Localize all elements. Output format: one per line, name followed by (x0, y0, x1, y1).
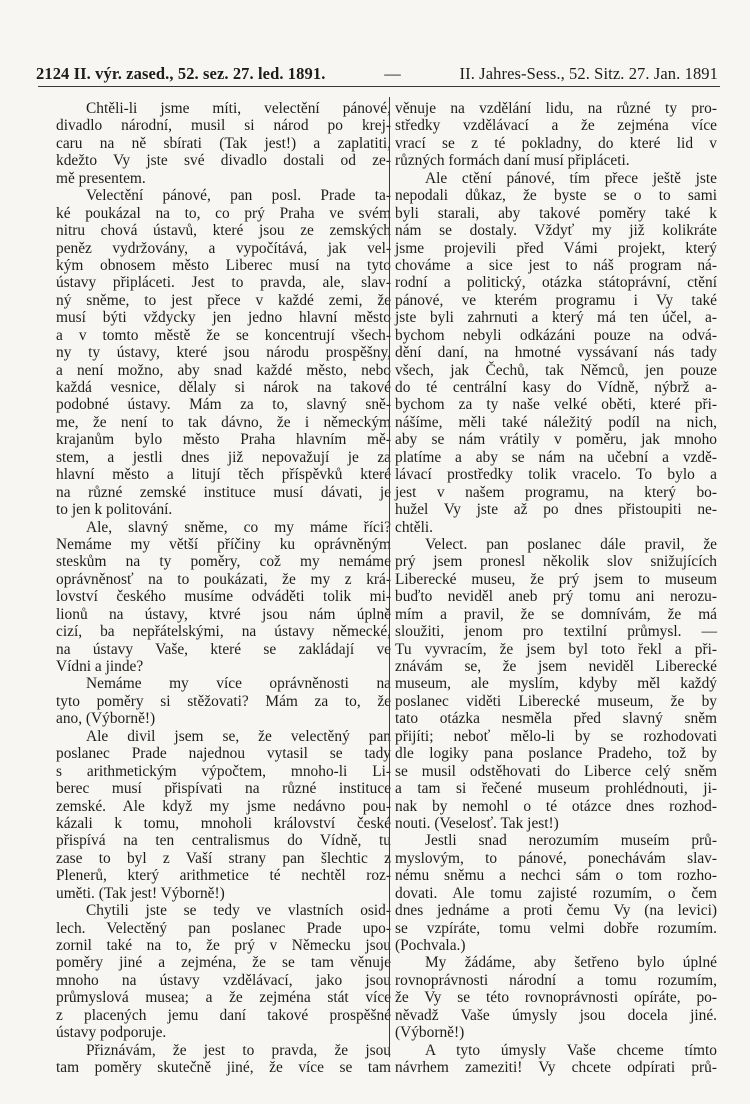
text-line: tyto poměry si stěžovati? Mám za to, že (56, 692, 391, 710)
text-line: věnuje na vzdělání lidu, na různé ty pro- (395, 100, 717, 117)
text-line: krajanům bylo město Praha hlavním mě- (56, 431, 391, 449)
header-rule (38, 86, 720, 87)
text-line: bychom za ty naše velké oběti, které při- (395, 396, 717, 414)
text-line: nám se dostaly. Vždyť my již kolikráte (395, 222, 717, 240)
text-line: dle logiky pana poslance Pradeho, tož by (395, 745, 717, 763)
text-line: lech. Velectěný pan poslanec Prade upo- (56, 919, 391, 937)
text-line: průmyslová musea; a že zejména stát více (56, 989, 391, 1007)
text-line: Chytili jste se tedy ve vlastních osid- (86, 902, 391, 920)
text-line: kým obnosem město Liberec musí na tyto (56, 256, 391, 274)
text-line: Tu vyvracím, že jsem byl toto řekl a při- (395, 640, 717, 658)
text-line: rodní a politický, otázka státoprávní, ctění (395, 274, 717, 292)
text-line: do té centrální kasy do Vídně, nýbrž a- (395, 379, 717, 396)
text-line: z placených jemu daní takové prospěšné (56, 1006, 391, 1024)
text-line: Ale, slavný sněme, co my máme říci? (86, 518, 391, 536)
text-line: ano, (Výborně!) (56, 710, 156, 728)
left-column (56, 100, 391, 1077)
header-czech: 2124 II. výr. zased., 52. sez. 27. led. 1891. (36, 64, 326, 83)
text-line: středky vzdělávací a že zejména více (395, 117, 717, 135)
text-line: a tam si řečené museum prohlédnouti, ji- (395, 780, 717, 798)
text-line: Přiznávám, že jest to pravda, že jsou (86, 1041, 391, 1059)
header-separator: — (384, 64, 401, 83)
text-line: se musil odstěhovati do Liberce celý sněm (395, 762, 717, 780)
text-line: divadlo národní, musil si národ po krej- (56, 117, 391, 135)
text-line: tato otázka nesměla před slavný sněm (395, 710, 717, 728)
text-line: zase to byl z Vaší strany pan šlechtic z (56, 849, 391, 867)
text-line: ný sněme, to jest přece v každé zemi, že (56, 291, 391, 309)
text-line: steskům na ty poměry, což my nemáme (56, 553, 391, 571)
text-line: berec musí přispívati na různé instituce (56, 780, 391, 798)
text-line: na ústavy Vaše, které se zakládají ve (56, 640, 391, 658)
text-line: dovati. Ale tomu zajisté rozumím, o čem (395, 884, 717, 902)
text-line: pánové, ve kterém programu i Vy také (395, 291, 717, 309)
text-line: Vídni a jinde? (56, 658, 144, 675)
running-header (36, 62, 718, 86)
text-line: Nemáme my větší příčiny ku oprávněným (56, 535, 391, 553)
text-line: nášíme, měli také náležitý podíl na nich, (395, 413, 717, 431)
text-line: všech, jak Čechů, tak Němců, jen pouze (395, 361, 717, 379)
text-line: ústavy podporuje. (56, 1024, 167, 1042)
text-line: přijíti; neboť mělo-li by se rozhodovati (395, 727, 717, 745)
text-line: ké poukázal na to, co prý Praha ve svém (56, 204, 391, 222)
text-line: a není možno, aby snad každé město, nebo (56, 361, 391, 379)
text-line: museum, ale myslím, kdyby měl každý (395, 675, 717, 693)
text-line: chtěli. (395, 518, 434, 536)
text-line: mě presentem. (56, 169, 146, 187)
text-line: rovnoprávnosti národní a tomu rozumím, (395, 971, 717, 989)
text-line: přispívá na ten centralismus do Vídně, tu (56, 832, 391, 850)
text-line: Jestli snad nerozumím museím prů- (425, 832, 717, 850)
text-line: poměry jiné a zejména, že se tam věnuje (56, 954, 391, 972)
text-line: ústavy připláceti. Jest to pravda, ale, slav- (56, 274, 391, 292)
text-line: podobné ústavy. Mám za to, slavný sně- (56, 396, 391, 414)
text-line: kdežto Vy jste své divadlo dostali od ze- (56, 152, 391, 170)
text-line: platíme a aby se nám na učební a vzdě- (395, 448, 717, 466)
text-line: Velect. pan poslanec dále pravil, že (425, 535, 717, 553)
text-line: prý jsem pronesl několik slov snižujících (395, 553, 717, 571)
text-line: znávám se, že jsem neviděl Liberecké (395, 658, 717, 675)
text-line: stem, a jestli dnes již nepovažují je za (56, 448, 391, 466)
text-line: chováme a sice jest to náš program ná- (395, 256, 717, 274)
text-line: a v tomto městě že se koncentrují všech- (56, 326, 391, 344)
column-divider (389, 97, 390, 1057)
text-line: sloužiti, jenom pro textilní průmysl. — (395, 623, 717, 641)
text-line: nak by nemohl o té otázce dnes rozhod- (395, 797, 717, 815)
text-line: jste byli zahrnuti a který má ten účel, a- (395, 309, 717, 327)
text-line: nepodali důkaz, že byste se o to sami (395, 187, 717, 205)
text-line: nému sněmu a nechci sám o tom rozho- (395, 867, 717, 885)
text-line: že Vy se této rovnoprávnosti opíráte, po- (395, 989, 717, 1007)
text-line: Nemáme my více oprávněnosti na (86, 675, 391, 693)
text-line: dění daní, na hmotné vyssávaní nás tady (395, 344, 717, 362)
text-line: (Výborně!) (395, 1024, 465, 1042)
text-line: různých formách daní musí připláceti. (395, 152, 630, 170)
text-line: Ale divil jsem se, že velectěný pan (86, 727, 391, 745)
text-line: s arithmetickým výpočtem, mnoho-li Li- (56, 762, 391, 780)
text-line: Chtěli-li jsme míti, velectění pánové, (86, 100, 391, 117)
text-line: tam poměry skutečně jiné, že více se tam (56, 1059, 391, 1077)
text-line: A tyto úmysly Vaše chceme tímto (425, 1041, 717, 1059)
text-line: Liberecké museu, že prý jsem to museum (395, 570, 717, 588)
text-line: myslovým, to pánové, ponechávám slav- (395, 849, 717, 867)
text-line: hlavní město a litují těch příspěvků které (56, 466, 391, 484)
text-line: ny ty ústavy, které jsou národu prospěšny, (56, 344, 391, 362)
text-line: peněz vydržovány, a vypočítává, jak vel- (56, 239, 391, 257)
text-line: hužel Vy jste až po dnes přistoupiti ne- (395, 501, 717, 519)
text-line: My žádáme, aby šetřeno bylo úplné (425, 954, 717, 972)
text-line: mnoho na ústavy vzdělávací, jako jsou (56, 971, 391, 989)
text-line: návrhem zameziti! Vy chcete odpírati prů- (395, 1059, 717, 1077)
text-line: poslanec viděti Liberecké museum, že by (395, 692, 717, 710)
text-line: zornil také na to, že prý v Německu jsou (56, 937, 391, 954)
text-line: poslanec Prade najednou vytasil se tady (56, 745, 391, 763)
right-column (395, 100, 717, 1077)
text-line: to jen k politování. (56, 501, 173, 519)
text-line: Velectění pánové, pan posl. Prade ta- (86, 187, 391, 205)
text-line: každá vesnice, dělaly si nárok na takové (56, 379, 391, 396)
text-line: nitru chová ústavů, které jsou ze zemských (56, 222, 391, 240)
text-line: lávací prostředky tolik vracelo. To bylo a (395, 466, 717, 484)
text-line: mím a pravil, že se domnívám, že má (395, 605, 717, 623)
text-line: aby se nám vrátily v poměru, jak mnoho (395, 431, 717, 449)
header-german: II. Jahres-Sess., 52. Sitz. 27. Jan. 1891 (459, 64, 718, 83)
text-line: oprávněnosť na to poukázati, že my z krá- (56, 570, 391, 588)
text-line: me, že není to tak dávno, že i německým (56, 413, 391, 431)
text-line: něvadž Vaše úmysly jsou docela jiné. (395, 1006, 717, 1024)
text-line: uměti. (Tak jest! Výborně!) (56, 884, 225, 902)
text-line: (Pochvala.) (395, 937, 466, 954)
text-line: nouti. (Veselosť. Tak jest!) (395, 814, 559, 832)
text-line: musí býti vždycky jen jedno hlavní město (56, 309, 391, 327)
text-line: bychom nebyli odkázáni pouze na odvá- (395, 326, 717, 344)
text-line: cizí, ba nepřátelskými, na ústavy německé, (56, 623, 391, 641)
text-line: jest v našem programu, na který bo- (395, 483, 717, 501)
text-line: vrací se z té pokladny, do které lid v (395, 134, 717, 152)
text-line: lionů na ústavy, ktvré jsou nám úplně (56, 605, 391, 623)
text-line: caru na ně sbírati (Tak jest!) a zaplatiti, (56, 134, 391, 152)
text-line: kázali k tomu, mnoholi království české (56, 814, 391, 832)
text-line: zemské. Ale když my jsme nedávno pou- (56, 797, 391, 815)
text-line: se vzpíráte, tomu velmi dobře rozumím. (395, 919, 717, 937)
text-line: dnes jednáme a proti čemu Vy (na levici) (395, 902, 717, 920)
text-line: buďto neviděl aneb prý tomu ani nerozu- (395, 588, 717, 606)
text-line: jsme projevili před Vámi projekt, který (395, 239, 717, 257)
text-line: Ale ctění pánové, tím přece ještě jste (425, 169, 717, 187)
text-line: byli starali, aby takové poměry také k (395, 204, 717, 222)
text-line: lovství českého musíme odváděti tolik mi- (56, 588, 391, 606)
text-line: Plenerů, který arithmetice té nechtěl roz- (56, 867, 391, 885)
text-line: na různé zemské instituce musí dávati, je (56, 483, 391, 501)
